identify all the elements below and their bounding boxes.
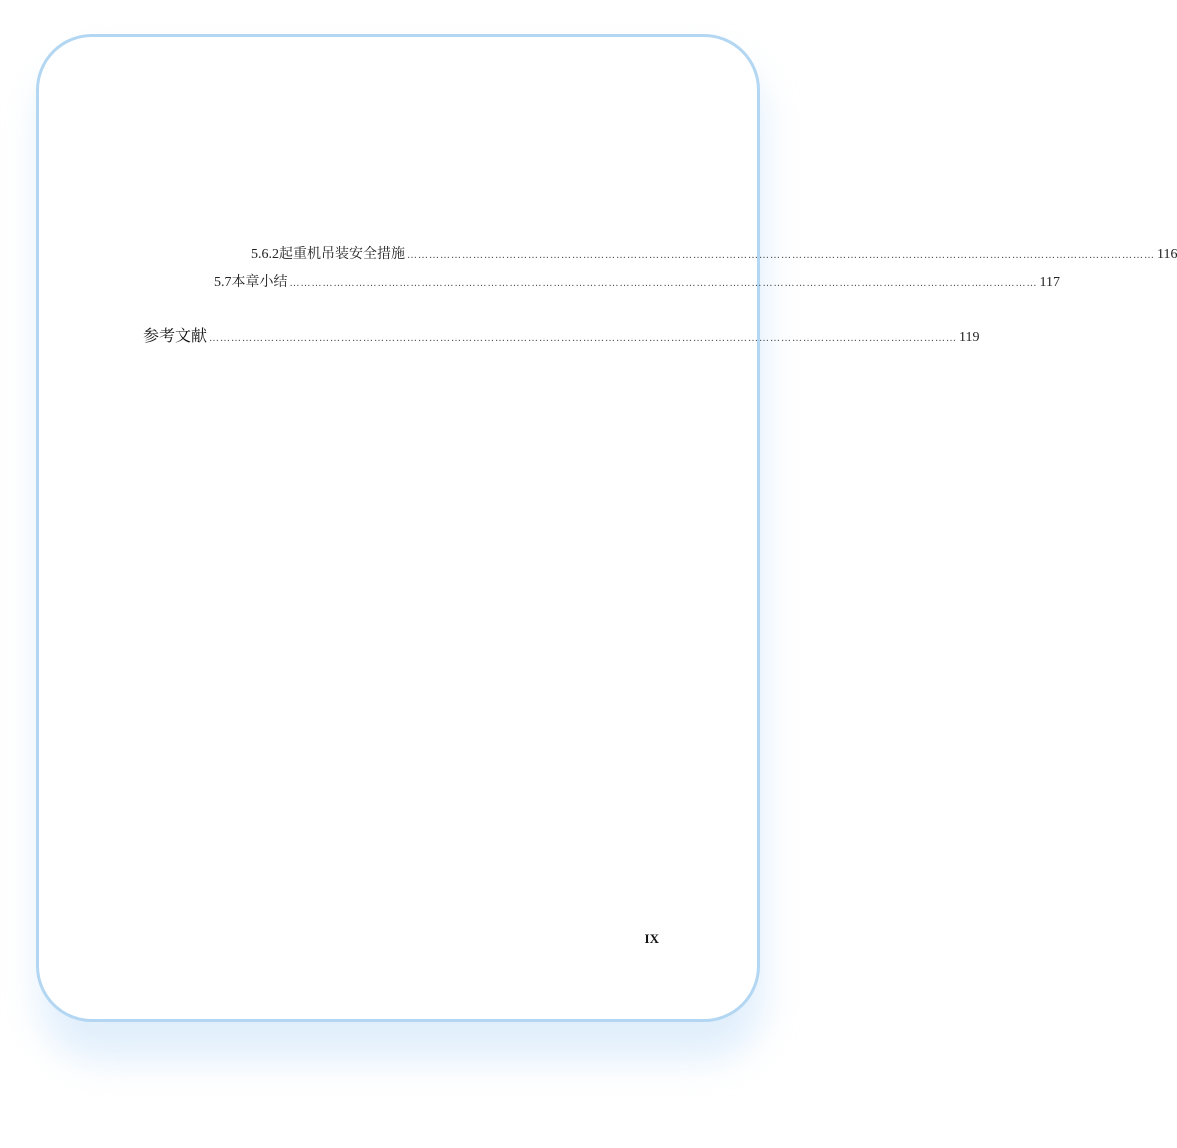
toc-entry-title: 参考文献 (143, 326, 208, 345)
toc-entry-page: 117 (1039, 275, 1060, 290)
toc-entry-title: 本章小结 (231, 275, 288, 290)
toc-leader-dots: …………………………………………………………………………………………………………………………………………………………………………………… (289, 278, 1038, 289)
toc-entry-references[interactable] (143, 323, 980, 346)
toc-entry-5-6-2[interactable] (251, 243, 1177, 263)
toc-entry-number: 5.7 (214, 275, 232, 290)
page-number: IX (644, 931, 659, 946)
toc-entry-page: 119 (959, 330, 980, 345)
toc-entry-number: 5.6.2 (251, 247, 279, 262)
toc-entry-5-7[interactable] (214, 271, 1060, 291)
toc-entry-title: 起重机吊装安全措施 (279, 247, 405, 262)
toc-leader-dots: …………………………………………………………………………………………………………………………………………………………………………………… (209, 333, 958, 344)
toc-entry-page: 116 (1157, 247, 1177, 262)
toc-leader-dots: …………………………………………………………………………………………………………………………………………………………………………………… (407, 250, 1155, 261)
